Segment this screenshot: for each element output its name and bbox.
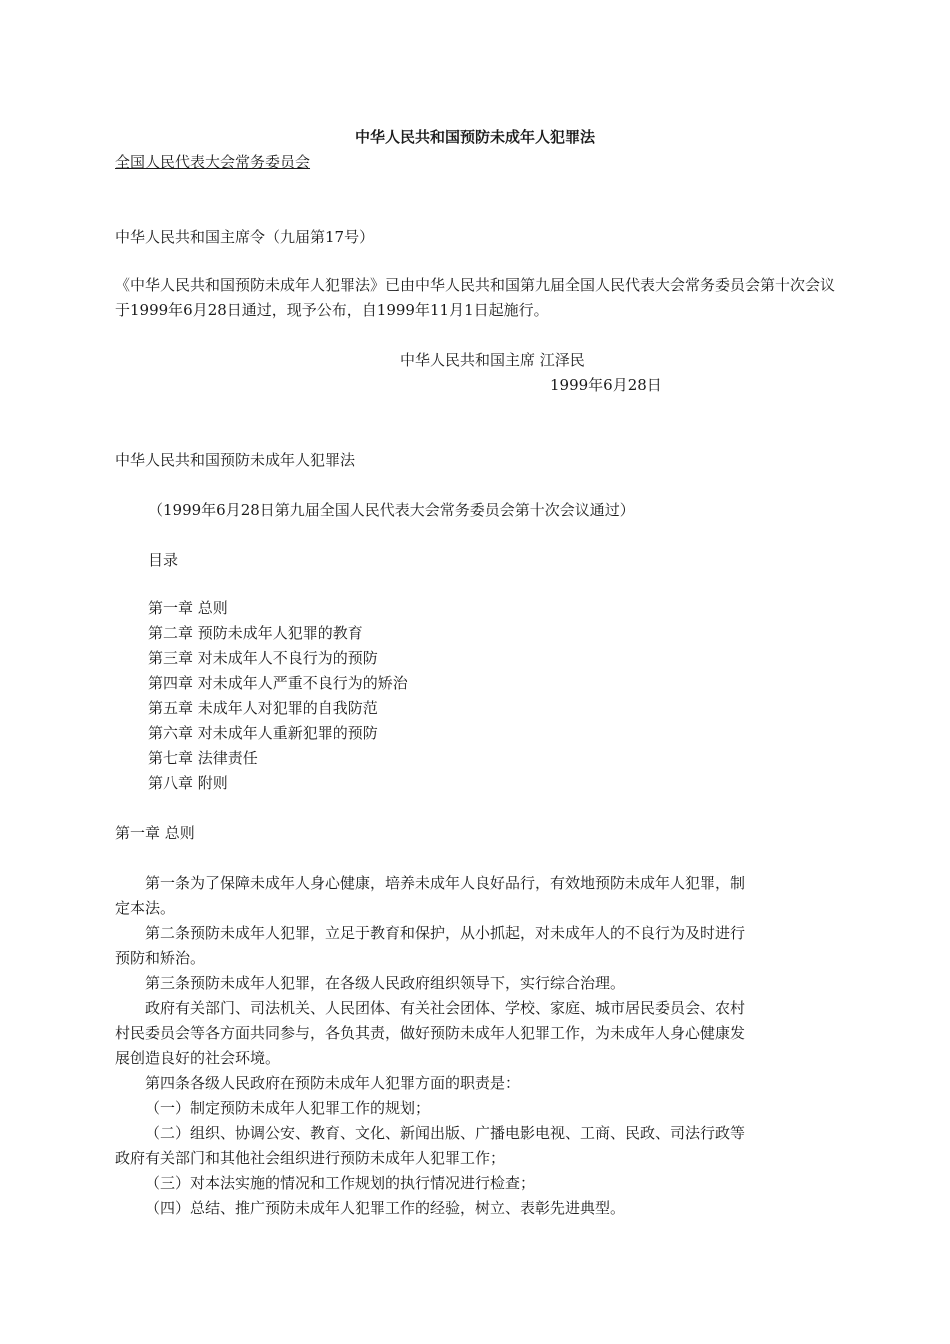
toc-item: 第七章 法律责任 (148, 749, 258, 767)
signature-line: 中华人民共和国主席 江泽民 (400, 351, 585, 369)
toc-item: 第四章 对未成年人严重不良行为的矫治 (148, 674, 408, 692)
toc-item: 第一章 总则 (148, 599, 228, 617)
toc-item: 第三章 对未成年人不良行为的预防 (148, 649, 378, 667)
article-paragraph: 第四条各级人民政府在预防未成年人犯罪方面的职责是： (145, 1074, 521, 1092)
decree-number: 中华人民共和国主席令（九届第17号） (115, 228, 375, 246)
article-paragraph: 政府有关部门、司法机关、人民团体、有关社会团体、学校、家庭、城市居民委员会、农村村民委员会等各方面共同参与，各负其责，做好预防未成年人犯罪工作，为未成年人身心健康发展创造良好的社会环境。 (115, 999, 746, 1067)
article-item: （三）对本法实施的情况和工作规划的执行情况进行检查； (145, 1174, 536, 1192)
article-paragraph: 第一条为了保障未成年人身心健康，培养未成年人良好品行，有效地预防未成年人犯罪，制定本法。 (115, 874, 746, 917)
article-item: （四）总结、推广预防未成年人犯罪工作的经验，树立、表彰先进典型。 (145, 1199, 626, 1217)
issuer-link[interactable]: 全国人民代表大会常务委员会 (115, 153, 311, 171)
table-of-contents (148, 596, 408, 796)
article-paragraph: 第二条预防未成年人犯罪，立足于教育和保护，从小抓起，对未成年人的不良行为及时进行预防和矫治。 (115, 924, 746, 967)
chapter-heading: 第一章 总则 (115, 824, 195, 842)
toc-heading: 目录 (148, 551, 179, 569)
document-title: 中华人民共和国预防未成年人犯罪法 (354, 128, 595, 146)
sign-date: 1999年6月28日 (550, 376, 662, 394)
law-title: 中华人民共和国预防未成年人犯罪法 (115, 451, 356, 469)
toc-item: 第八章 附则 (148, 774, 228, 792)
toc-item: 第五章 未成年人对犯罪的自我防范 (148, 699, 378, 717)
article-item: （一）制定预防未成年人犯罪工作的规划； (145, 1099, 431, 1117)
toc-item: 第二章 预防未成年人犯罪的教育 (148, 624, 363, 642)
promulgation-text: 《中华人民共和国预防未成年人犯罪法》已由中华人民共和国第九届全国人民代表大会常务委员会第十次会议于1999年6月28日通过，现予公布，自1999年11月1日起施行。 (115, 276, 836, 319)
article-paragraph: 第三条预防未成年人犯罪，在各级人民政府组织领导下，实行综合治理。 (145, 974, 626, 992)
article-item: （二）组织、协调公安、教育、文化、新闻出版、广播电影电视、工商、民政、司法行政等政府有关部门和其他社会组织进行预防未成年人犯罪工作； (115, 1124, 746, 1167)
adoption-note: （1999年6月28日第九届全国人民代表大会常务委员会第十次会议通过） (148, 501, 635, 519)
chapter-body (115, 871, 745, 1221)
toc-item: 第六章 对未成年人重新犯罪的预防 (148, 724, 378, 742)
